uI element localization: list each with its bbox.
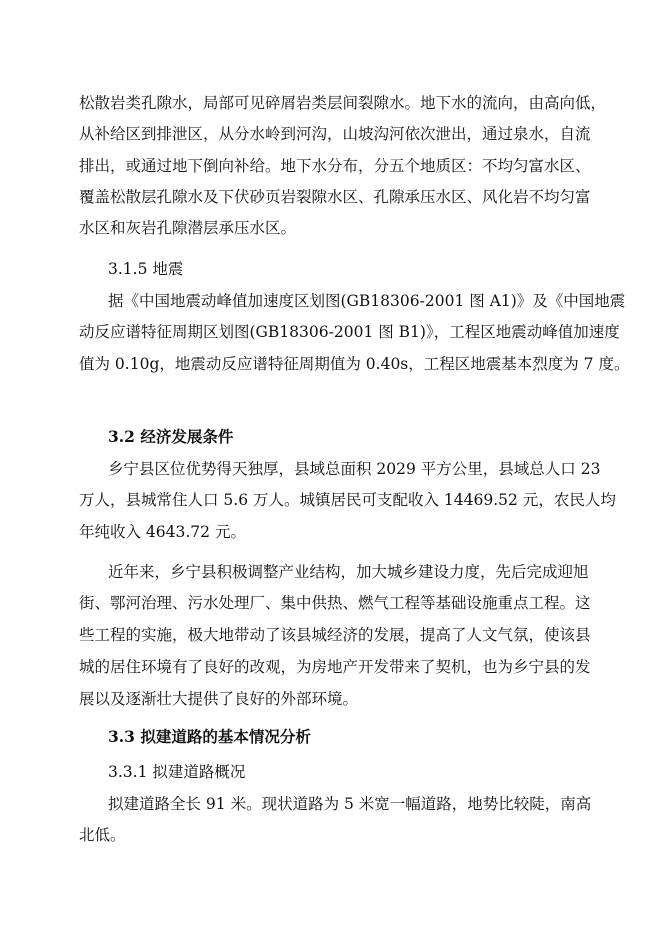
paragraph-line: 近年来，乡宁县积极调整产业结构，加大城乡建设力度，先后完成迎旭 bbox=[108, 563, 589, 581]
paragraph-line: 拟建道路全长 91 米。现状道路为 5 米宽一幅道路，地势比较陡，南高 bbox=[108, 795, 592, 813]
paragraph-line: 展以及逐渐壮大提供了良好的外部环境。 bbox=[79, 690, 359, 708]
paragraph-line: 松散岩类孔隙水，局部可见碎屑岩类层间裂隙水。地下水的流向，由高向低， bbox=[79, 94, 607, 112]
paragraph-line: 覆盖松散层孔隙水及下伏砂页岩裂隙水区、孔隙承压水区、风化岩不均匀富 bbox=[79, 188, 591, 206]
paragraph-line: 年纯收入 4643.72 元。 bbox=[79, 523, 246, 541]
paragraph-line: 些工程的实施，极大地带动了该县城经济的发展，提高了人文气氛，使该县 bbox=[79, 626, 591, 644]
paragraph-line: 万人，县城常住人口 5.6 万人。城镇居民可支配收入 14469.52 元，农民人均 bbox=[79, 491, 616, 509]
paragraph-line: 从补给区到排泄区，从分水岭到河沟，山坡沟河依次泄出，通过泉水，自流 bbox=[79, 125, 591, 143]
paragraph-line: 北低。 bbox=[79, 826, 126, 844]
paragraph-line: 水区和灰岩孔隙潜层承压水区。 bbox=[79, 219, 297, 237]
paragraph-line: 街、鄂河治理、污水处理厂、集中供热、燃气工程等基础设施重点工程。这 bbox=[79, 594, 591, 612]
road-heading: 3.3 拟建道路的基本情况分析 bbox=[108, 727, 311, 746]
paragraph-line: 排出，或通过地下倒向补给。地下水分布，分五个地质区：不均匀富水区、 bbox=[79, 157, 591, 175]
paragraph-line: 乡宁县区位优势得天独厚，县域总面积 2029 平方公里，县域总人口 23 bbox=[108, 460, 601, 478]
paragraph-line: 动反应谱特征周期区划图(GB18306-2001 图 B1)》，工程区地震动峰值加速度 bbox=[79, 323, 620, 341]
earthquake-heading: 3.1.5 地震 bbox=[108, 260, 184, 278]
paragraph-line: 据《中国地震动峰值加速度区划图(GB18306-2001 图 A1)》及《中国地震 bbox=[108, 292, 626, 310]
economy-heading: 3.2 经济发展条件 bbox=[108, 427, 234, 446]
paragraph-line: 值为 0.10g，地震动反应谱特征周期值为 0.40s，工程区地震基本烈度为 7 度。 bbox=[79, 355, 630, 373]
paragraph-line: 城的居住环境有了良好的改观，为房地产开发带来了契机，也为乡宁县的发 bbox=[79, 658, 591, 676]
road-subheading: 3.3.1 拟建道路概况 bbox=[108, 763, 246, 781]
